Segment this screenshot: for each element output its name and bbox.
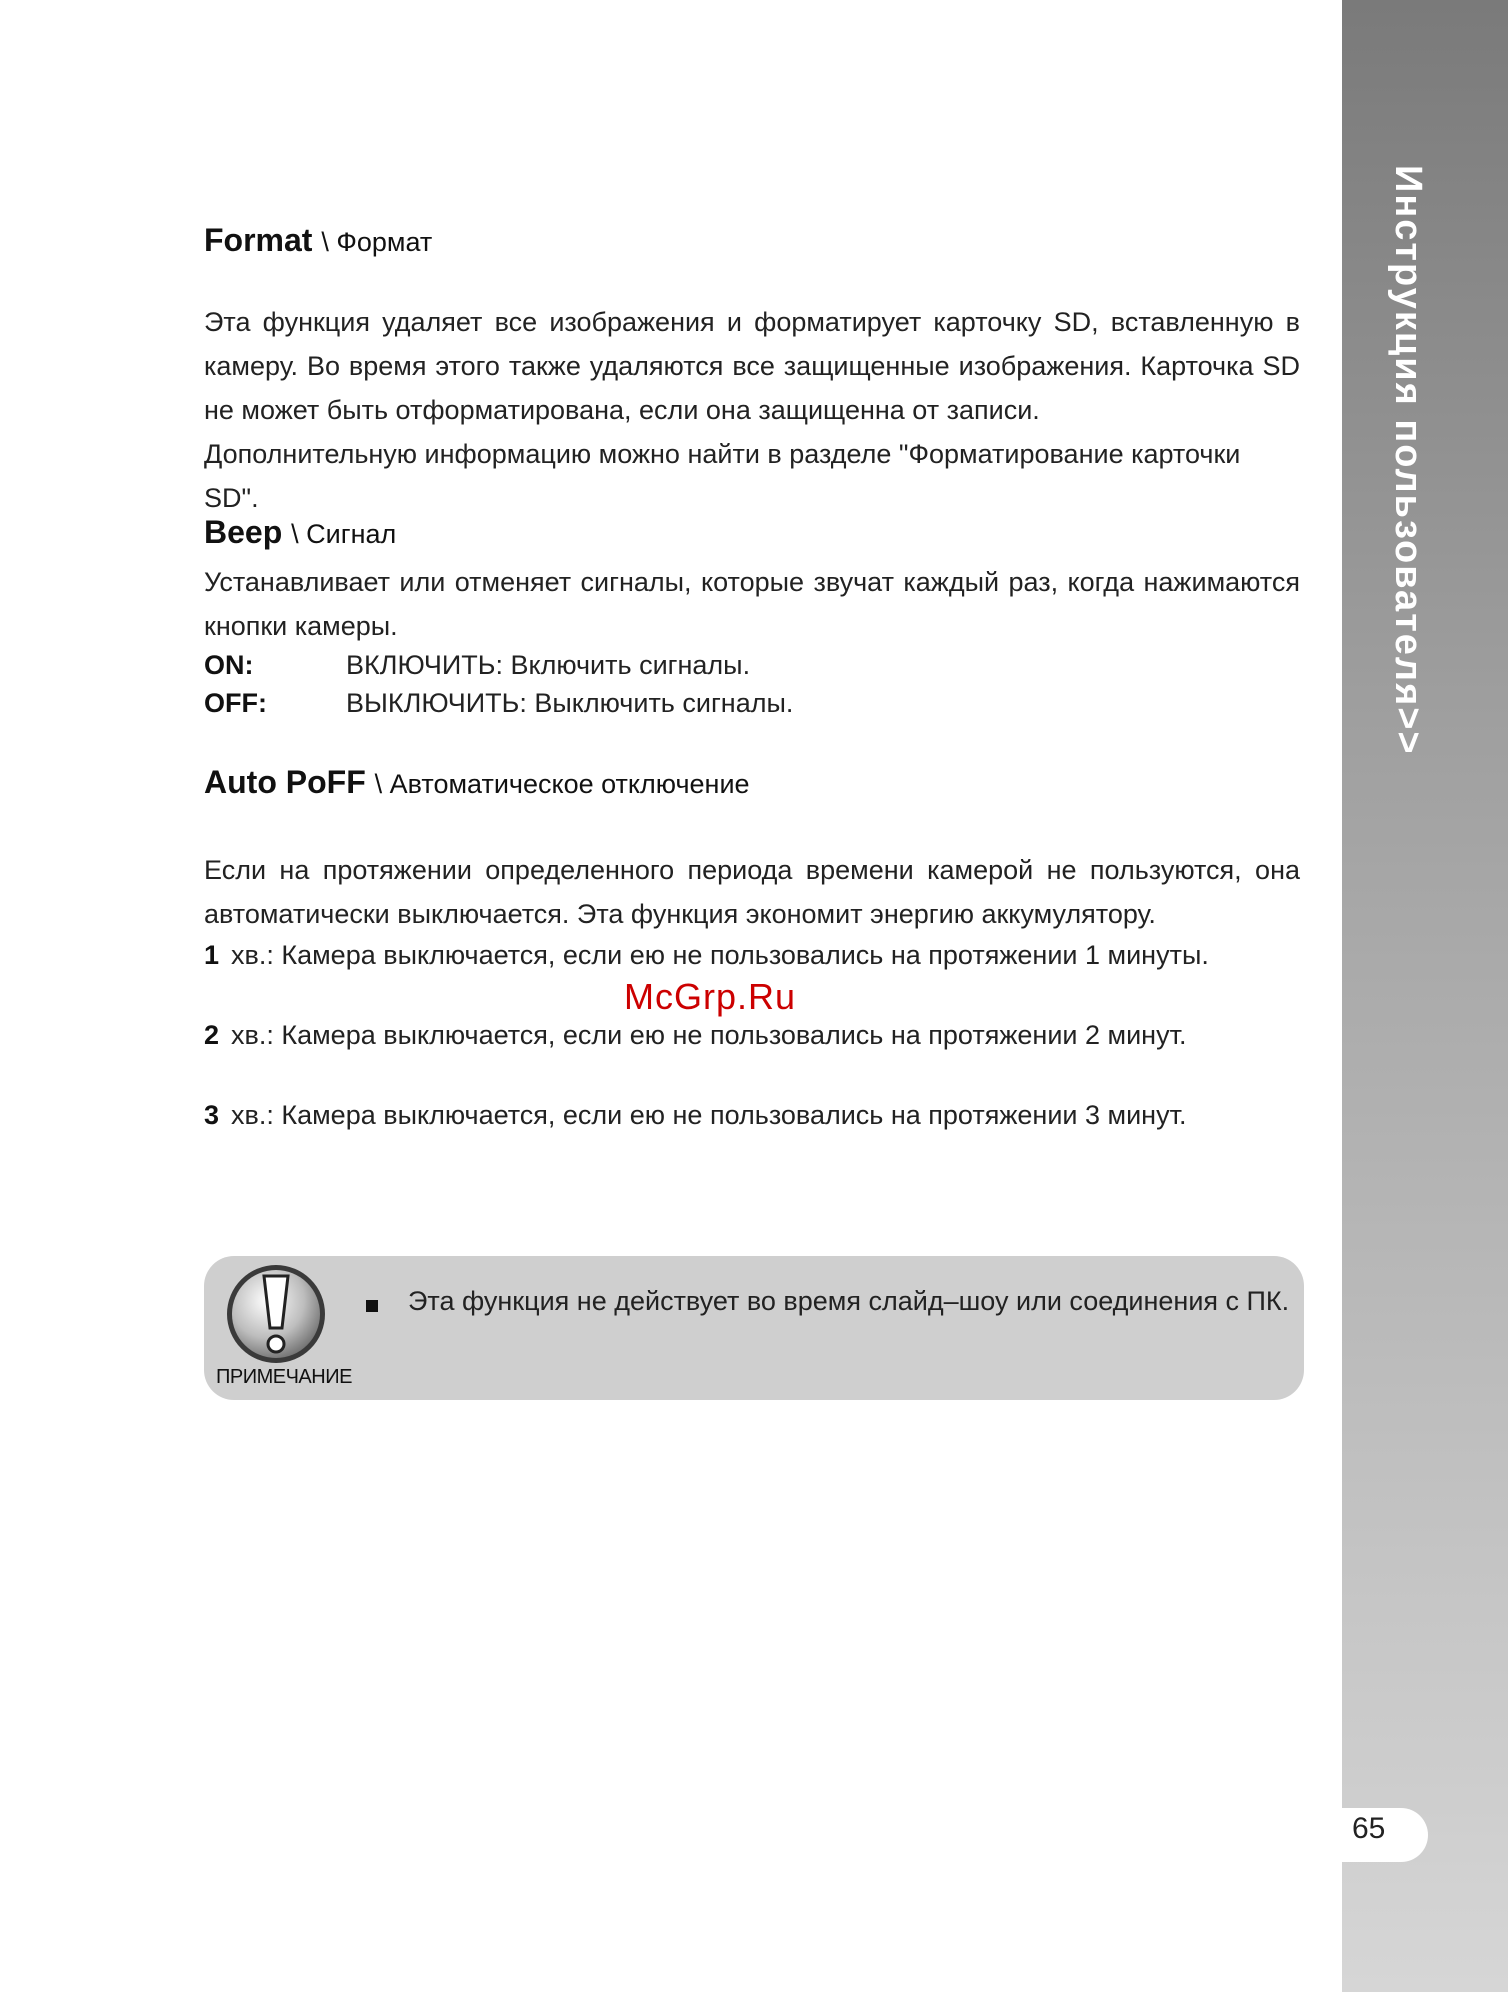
beep-option-on	[204, 650, 750, 681]
item-number: 2	[204, 1020, 220, 1050]
item-number: 1	[204, 940, 220, 970]
option-text: ВЫКЛЮЧИТЬ: Выключить сигналы.	[346, 688, 794, 718]
auto-poff-title-ru: \ Автоматическое отключение	[374, 769, 750, 799]
auto-poff-heading	[204, 764, 750, 801]
beep-title-ru: \ Сигнал	[291, 519, 397, 549]
format-paragraph: Дополнительную информацию можно найти в разделе "Форматирование карточки SD".	[204, 439, 1241, 513]
beep-option-off	[204, 688, 793, 719]
option-text: ВКЛЮЧИТЬ: Включить сигналы.	[346, 650, 751, 680]
warning-exclamation-icon	[224, 1262, 328, 1366]
beep-title-en: Beep	[204, 514, 283, 550]
format-title-en: Format	[204, 222, 313, 258]
format-heading	[204, 222, 432, 259]
note-text: Эта функция не действует во время слайд–шоу или соединения с ПК.	[408, 1286, 1290, 1316]
watermark: McGrp.Ru	[624, 976, 797, 1017]
option-key: OFF:	[204, 688, 267, 718]
item-text: хв.: Камера выключается, если ею не пользовались на протяжении 1 минуты.	[231, 940, 1209, 970]
beep-heading	[204, 514, 396, 551]
format-description	[204, 300, 1300, 520]
item-number: 3	[204, 1100, 220, 1130]
sidebar-title: Инструкция пользователя>>	[1387, 165, 1429, 756]
format-title-ru: \ Формат	[321, 227, 433, 257]
auto-poff-title-en: Auto PoFF	[204, 764, 366, 800]
item-text: хв.: Камера выключается, если ею не пользовались на протяжении 3 минут.	[231, 1100, 1187, 1130]
option-key: ON:	[204, 650, 254, 680]
auto-poff-description: Если на протяжении определенного периода времени камерой не пользуются, она автоматически выключается. Эта функция экономит энергию аккумулятору.	[204, 855, 1300, 929]
auto-poff-item	[204, 1020, 1186, 1051]
beep-description: Устанавливает или отменяет сигналы, которые звучат каждый раз, когда нажимаются кнопки камеры.	[204, 567, 1300, 641]
item-text: хв.: Камера выключается, если ею не пользовались на протяжении 2 минут.	[231, 1020, 1187, 1050]
auto-poff-item	[204, 1100, 1186, 1131]
auto-poff-item	[204, 940, 1209, 971]
note-box	[204, 1256, 1304, 1400]
page-number: 65	[1352, 1812, 1386, 1845]
note-label: ПРИМЕЧАНИЕ	[216, 1366, 352, 1388]
bullet-icon	[366, 1300, 378, 1312]
format-paragraph: Эта функция удаляет все изображения и форматирует карточку SD, вставленную в камеру. Во время этого также удаляются все защищенные изображения. Карточка SD не может быть отформатирована, если она защищенна от записи.	[204, 307, 1300, 425]
